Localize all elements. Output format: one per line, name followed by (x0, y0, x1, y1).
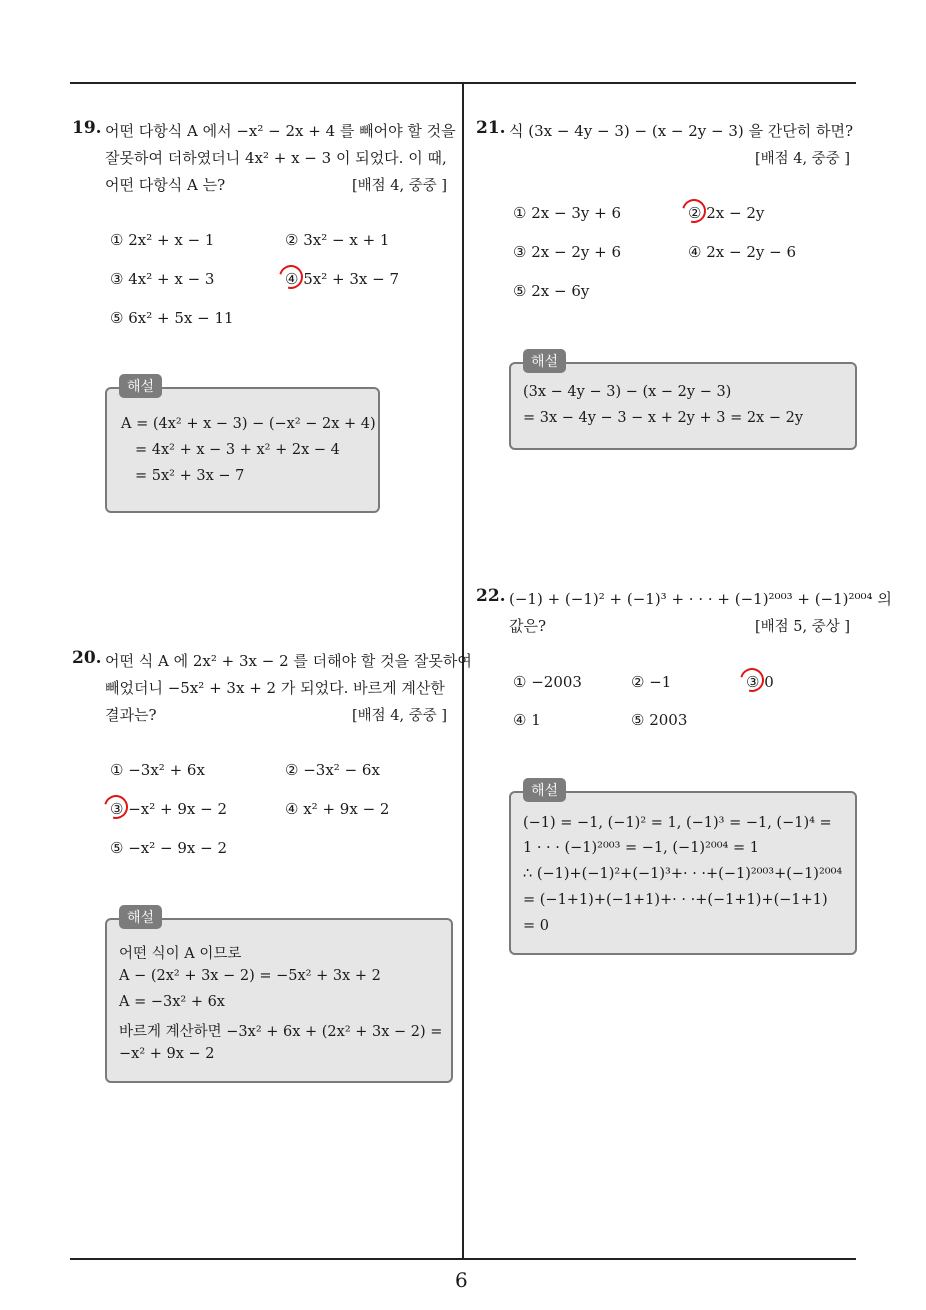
question-text-line: 결과는? (105, 706, 157, 724)
choice-2[interactable]: ② −1 (631, 673, 672, 691)
solution-line: (3x − 4y − 3) − (x − 2y − 3) (523, 384, 732, 400)
question-text-line: 빼었더니 −5x² + 3x + 2 가 되었다. 바르게 계산한 (105, 679, 445, 697)
solution-line: A = (4x² + x − 3) − (−x² − 2x + 4) (121, 416, 376, 432)
question-text-line: 어떤 식 A 에 2x² + 3x − 2 를 더해야 할 것을 잘못하여 (105, 652, 472, 670)
solution-tag: 해설 (523, 778, 566, 802)
answer-mark-circle (275, 261, 308, 294)
choice-2[interactable]: ② −3x² − 6x (285, 761, 380, 779)
solution-line: A = −3x² + 6x (119, 994, 225, 1010)
score-label: [배점 4, 중중 ] (352, 178, 448, 194)
choice-5[interactable]: ⑤ 6x² + 5x − 11 (110, 309, 234, 327)
question-number: 20. (72, 648, 102, 668)
solution-box (509, 362, 857, 450)
choice-4[interactable]: ④ 1 (513, 711, 541, 729)
score-label: [배점 5, 중상 ] (755, 619, 851, 635)
choice-1[interactable]: ① −3x² + 6x (110, 761, 205, 779)
solution-line: = 3x − 4y − 3 − x + 2y + 3 = 2x − 2y (523, 410, 804, 426)
question-number: 19. (72, 118, 102, 138)
choice-4[interactable]: ④ 2x − 2y − 6 (688, 243, 796, 261)
solution-line: = 0 (523, 918, 549, 934)
solution-line: −x² + 9x − 2 (119, 1046, 215, 1062)
solution-tag: 해설 (523, 349, 566, 373)
choice-1[interactable]: ① −2003 (513, 673, 582, 691)
choice-2[interactable]: ② 2x − 2y (688, 204, 765, 222)
question-number: 22. (476, 586, 506, 606)
question-number: 21. (476, 118, 506, 138)
answer-mark-circle (736, 664, 769, 697)
score-label: [배점 4, 중중 ] (352, 708, 448, 724)
solution-line: = (−1+1)+(−1+1)+· · ·+(−1+1)+(−1+1) (523, 892, 828, 908)
choice-3[interactable]: ③ 2x − 2y + 6 (513, 243, 621, 261)
question-text-line: (−1) + (−1)² + (−1)³ + · · · + (−1)²⁰⁰³ + (−1)²⁰⁰⁴ 의 (509, 590, 892, 608)
bottom-rule (70, 1258, 856, 1260)
choice-5[interactable]: ⑤ −x² − 9x − 2 (110, 839, 228, 857)
answer-mark-circle (678, 195, 711, 228)
question-text-line: 어떤 다항식 A 에서 −x² − 2x + 4 를 빼어야 할 것을 (105, 122, 456, 140)
question-text-line: 어떤 다항식 A 는? (105, 176, 226, 194)
question-text-line: 잘못하여 더하였더니 4x² + x − 3 이 되었다. 이 때, (105, 149, 447, 167)
choice-2[interactable]: ② 3x² − x + 1 (285, 231, 390, 249)
choice-1[interactable]: ① 2x² + x − 1 (110, 231, 215, 249)
solution-line: 1 · · · (−1)²⁰⁰³ = −1, (−1)²⁰⁰⁴ = 1 (523, 840, 759, 856)
solution-line: 어떤 식이 A 이므로 (119, 946, 242, 962)
solution-line: ∴ (−1)+(−1)²+(−1)³+· · ·+(−1)²⁰⁰³+(−1)²⁰⁰⁴ (523, 866, 843, 882)
solution-line: = 4x² + x − 3 + x² + 2x − 4 (135, 442, 340, 458)
choice-1[interactable]: ① 2x − 3y + 6 (513, 204, 621, 222)
page-number: 6 (455, 1268, 468, 1292)
choice-5[interactable]: ⑤ 2x − 6y (513, 282, 590, 300)
answer-mark-circle (100, 791, 133, 824)
solution-tag: 해설 (119, 905, 162, 929)
choice-3[interactable]: ③ 4x² + x − 3 (110, 270, 215, 288)
question-text-line: 식 (3x − 4y − 3) − (x − 2y − 3) 을 간단히 하면? (509, 122, 854, 140)
choice-5[interactable]: ⑤ 2003 (631, 711, 688, 729)
question-text-line: 값은? (509, 617, 547, 635)
choice-3[interactable]: ③ 0 (746, 673, 774, 691)
score-label: [배점 4, 중중 ] (755, 151, 851, 167)
choice-3[interactable]: ③ −x² + 9x − 2 (110, 800, 228, 818)
choice-4[interactable]: ④ 5x² + 3x − 7 (285, 270, 399, 288)
solution-line: A − (2x² + 3x − 2) = −5x² + 3x + 2 (119, 968, 381, 984)
solution-line: = 5x² + 3x − 7 (135, 468, 245, 484)
choice-4[interactable]: ④ x² + 9x − 2 (285, 800, 390, 818)
solution-tag: 해설 (119, 374, 162, 398)
solution-line: (−1) = −1, (−1)² = 1, (−1)³ = −1, (−1)⁴ = (523, 815, 832, 831)
solution-line: 바르게 계산하면 −3x² + 6x + (2x² + 3x − 2) = (119, 1024, 443, 1040)
